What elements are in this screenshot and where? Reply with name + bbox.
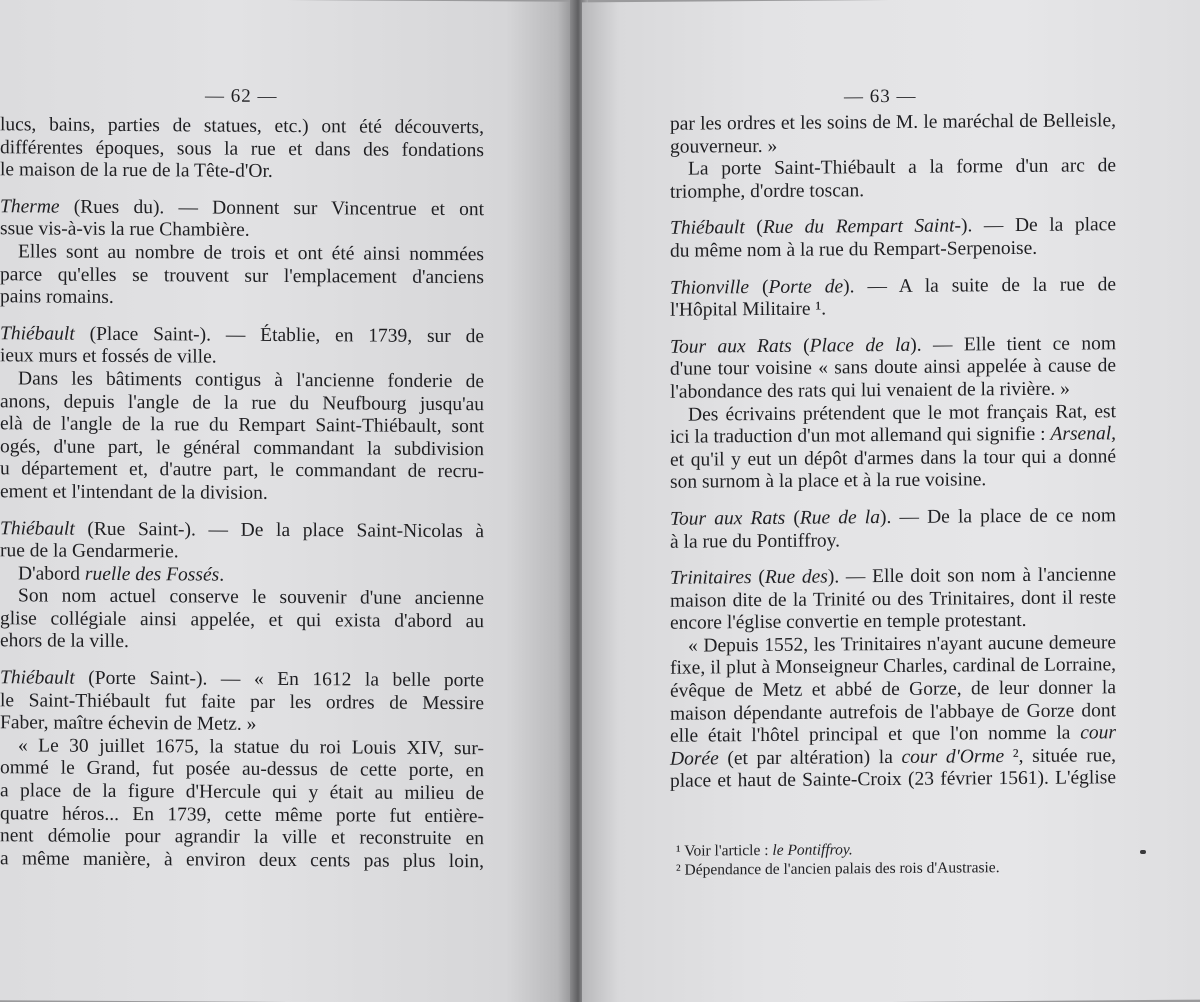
right-page-text [670,110,1116,794]
page-number-left: — 62 — [205,85,278,107]
right-page-line: Dorée (et par altération) la cour d'Orme ², située rue, [670,745,1116,770]
left-page-line: quatre héros... En 1739, cette même porte fut entière- [0,802,484,827]
left-page-line: u département et, d'autre part, le commandant de recru- [0,458,484,483]
left-page-line: le maison de la rue de la Tête-d'Or. [0,159,273,183]
left-page-line: nent démolie pour agrandir la ville et reconstruite en [0,825,484,850]
footnotes [670,838,1116,880]
left-page-line: glise collégiale ainsi appelée, et qui exista d'abord au [0,608,484,633]
left-page-line: le Saint-Thiébault fut faite par les ordres de Messire [0,689,484,714]
right-page-line: place et haut de Sainte-Croix (23 février 1561). L'église [670,767,1116,793]
right-page-line: ici la traduction d'un mot allemand qui signifie : Arsenal, [670,423,1116,448]
left-page-line: Thiébault (Rue Saint-). — De la place Saint-Nicolas à [0,517,484,542]
left-page-line: Faber, maître échevin de Metz. » [0,712,257,736]
right-page-line: à la rue du Pontiffroy. [670,529,841,553]
footnote: ¹ Voir l'article : le Pontiffroy. [676,841,853,860]
left-page-line: a place de la figure d'Hercule qui y était au milieu de [0,780,484,805]
right-page-line: triomphe, d'ordre toscan. [670,179,865,203]
right-page-line: Tour aux Rats (Place de la). — Elle tient ce nom [670,332,1116,358]
left-page-line: Thiébault (Place Saint-). — Établie, en 1739, sur de [0,322,484,347]
left-page-line: ieux murs et fossés de ville. [0,345,217,368]
right-page-line: gouverneur. » [670,135,778,158]
left-page-line: elà de l'angle de la rue du Rempart Saint-Thiébault, sont [0,413,484,438]
right-page-line: Tour aux Rats (Rue de la). — De la place de ce nom [670,505,1117,530]
left-page-line: « Le 30 juillet 1675, la statue du roi Louis XIV, sur- [18,735,484,760]
left-page-line: pains romains. [0,286,114,309]
right-page-line: son surnom à la place et à la rue voisine. [670,469,987,494]
left-page-line: ehors de la ville. [0,630,129,653]
page-number-right: — 63 — [844,85,917,108]
right-page-line: Trinitaires (Rue des). — Elle doit son nom à l'ancienne [670,564,1116,589]
left-page-line: rue de la Gendarmerie. [0,540,179,563]
left-page-line: anons, depuis l'angle de la rue du Neufbourg jusqu'au [0,390,484,415]
right-page-line: fixe, il plut à Monseigneur Charles, cardinal de Lorraine, [670,654,1116,680]
right-page-line: maison dite de la Trinité ou des Trinitaires, dont il reste [670,586,1116,612]
left-page-line: Elles sont au nombre de trois et ont été ainsi nommées [18,241,484,266]
right-page-line: « Depuis 1552, les Trinitaires n'ayant aucune demeure [688,632,1116,657]
right-page [582,0,1200,1002]
left-page-line: Thiébault (Porte Saint-). — « En 1612 la belle porte [0,667,484,692]
left-page-line: parce qu'elles se trouvent sur l'emplacement d'anciens [0,263,484,288]
left-page-line: ommé le Grand, fut posée au-dessus de cette porte, en [0,757,484,782]
left-page-line: Son nom actuel conserve le souvenir d'une ancienne [18,585,484,610]
right-page-line: Thionville (Porte de). — A la suite de la rue de [670,273,1117,299]
right-page-line: l'abondance des rats qui lui venaient de la rivière. » [670,378,1070,403]
left-page-line: ement et l'intendant de la division. [0,481,268,504]
right-page-line: Thiébault (Rue du Rempart Saint-). — De la place [670,214,1116,240]
left-page [0,0,575,1002]
left-page-line: lucs, bains, parties de statues, etc.) ont été découverts, [0,114,484,139]
left-page-line: D'abord ruelle des Fossés. [18,563,225,586]
left-page-line: ogés, d'une part, le général commandant la subdivision [0,435,484,460]
right-page-line: l'Hôpital Militaire ¹. [670,298,827,321]
right-page-line: Des écrivains prétendent que le mot français Rat, est [688,400,1116,426]
right-page-line: maison dépendante autrefois de l'abbaye de Gorze dont [670,699,1116,725]
left-page-line: a même manière, à environ deux cents pas plus loin, [0,848,484,873]
right-page-line: évêque de Metz et abbé de Gorze, de leur donner la [670,677,1116,702]
right-page-line: par les ordres et les soins de M. le maréchal de Belleisle, [670,110,1116,135]
right-page-line: La porte Saint-Thiébault a la forme d'un arc de [688,155,1116,180]
ink-speck [1140,850,1146,854]
right-page-line: elle était l'hôtel principal et que l'on nomme la cour [670,722,1116,747]
right-page-line: et qu'il y eut un dépôt d'armes dans la tour qui a donné [670,445,1116,471]
footnote: ² Dépendance de l'ancien palais des rois d'Austrasie. [676,859,1000,879]
right-page-line: encore l'église convertie en temple protestant. [670,610,1027,635]
right-page-line: d'une tour voisine « sans doute ainsi appelée à cause de [670,355,1116,381]
left-page-text [0,114,484,873]
right-page-line: du même nom à la rue du Rempart-Serpenoise. [670,237,1038,262]
left-page-line: différentes époques, sous la rue et dans des fondations [0,136,484,161]
left-page-line: ssue vis-à-vis la rue Chambière. [0,218,250,242]
left-page-line: Dans les bâtiments contigus à l'ancienne fonderie de [18,368,484,393]
left-page-line: Therme (Rues du). — Donnent sur Vincentrue et ont [0,196,484,220]
